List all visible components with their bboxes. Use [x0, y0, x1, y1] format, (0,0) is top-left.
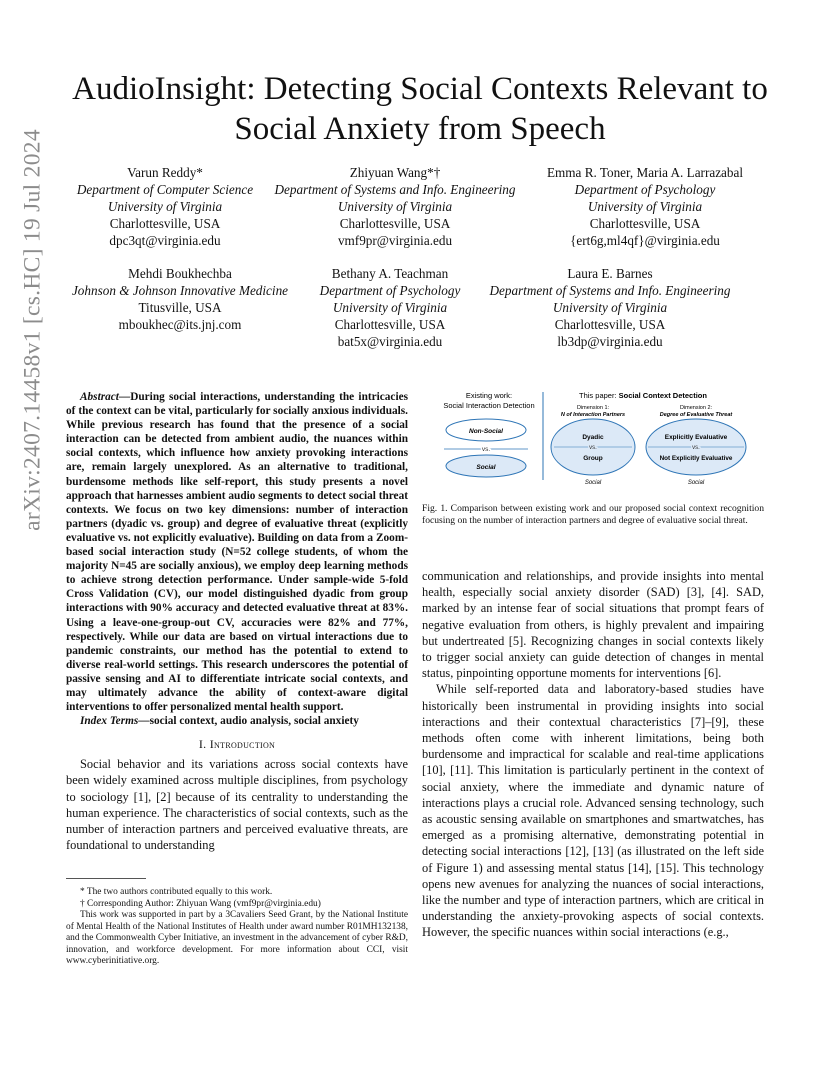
- author-block: [480, 265, 740, 350]
- author-univ: University of Virginia: [587, 199, 703, 214]
- abstract: [66, 390, 408, 714]
- author-loc: Charlottesville, USA: [109, 216, 221, 231]
- author-name: Mehdi Boukhechba: [128, 266, 232, 281]
- author-dept: Department of Computer Science: [76, 182, 254, 197]
- author-name: Bethany A. Teachman: [331, 266, 449, 281]
- fig-dim2-title: Dimension 2:: [679, 405, 713, 411]
- body-paragraph: While self-reported data and laboratory-based studies have historically been instrumental in providing insights into social interactions and their contextual characteristics [7]–[9], these methods often come with inherent limitations, being both burdensome and impractical for scalable and real-time applications [10], [11]. This limitation is particularly pertinent in the context of social anxiety, where the immediate and dynamic nature of interactions plays a crucial role. Advanced sensing technology, such as acoustic sensing available on smartphones and smartwatches, has emerged as a promising alternative, demonstrating potential in detecting social interactions [12], [13] (as illustrated on the left side of Figure 1) and assessing mental status [14], [15]. This technology opens new avenues for analyzing the nuances of social interactions, like the number and type of interaction partners, which are critical in understanding the anxiety-provoking aspects of social contexts. However, the specific nuances within social interactions (e.g.,: [422, 682, 764, 940]
- intro-paragraph: Social behavior and its variations across social contexts have been widely examined across multiple disciplines, from psychology to sociology [1], [2] because of its centrality to understanding the human experience. The characteristics of social contexts, such as the number of interaction partners and perceived evaluative threats, are foundational to understanding: [66, 757, 408, 853]
- fig-dim1-foot: Social: [584, 480, 602, 486]
- author-name: Emma R. Toner, Maria A. Larrazabal: [546, 165, 744, 180]
- fig-dim1-top: Dyadic: [582, 434, 604, 441]
- fig-dim2-foot: Social: [687, 480, 705, 486]
- figure-caption: Fig. 1. Comparison between existing work and our proposed social context recognition focusing on the number of interaction partners and degree of evaluative social threat.: [422, 503, 764, 526]
- footnote: * The two authors contributed equally to this work.: [80, 887, 273, 897]
- fig-left-bottom: Social: [476, 464, 496, 471]
- author-dept: Department of Psychology: [574, 182, 716, 197]
- fig-dim2-top: Explicitly Evaluative: [664, 434, 728, 441]
- abstract-label: Abstract: [80, 391, 119, 403]
- author-univ: Titusville, USA: [138, 300, 222, 315]
- author-univ: University of Virginia: [107, 199, 223, 214]
- fig-dim2-bottom: Not Explicitly Evaluative: [659, 455, 733, 462]
- index-terms: [66, 714, 408, 728]
- author-loc: Charlottesville, USA: [554, 317, 666, 332]
- fig-dim2-sub: Degree of Evaluative Threat: [659, 412, 733, 418]
- section-heading: I. Introduction: [198, 737, 276, 752]
- author-email: lb3dp@virginia.edu: [557, 334, 663, 349]
- footnote: This work was supported in part by a 3Cavaliers Seed Grant, by the National Institute of Mental Health of the National Institutes of Health under award number R01MH132138, and the Commonwealth Cyber Initiative, an investment in the advancement of cyber R&D, innovation, and workforce development. For more information about CCI, visit www.cyberinitiative.org.: [66, 910, 408, 966]
- fig-left-header-1: Existing work:: [465, 391, 513, 400]
- author-loc: mboukhec@its.jnj.com: [118, 317, 242, 332]
- author-dept: Department of Systems and Info. Engineering: [489, 283, 731, 298]
- fig-left-top: Non-Social: [469, 428, 503, 435]
- author-block: [65, 164, 265, 249]
- author-dept: Department of Systems and Info. Engineering: [274, 182, 516, 197]
- right-column: [422, 568, 764, 941]
- fig-dim1-vs: vs.: [589, 445, 597, 451]
- footnotes: [66, 887, 408, 968]
- author-email: dpc3qt@virginia.edu: [109, 233, 221, 248]
- fig-dim1-bottom: Group: [583, 455, 603, 462]
- fig-left-vs: vs.: [481, 446, 491, 453]
- author-block: [525, 164, 765, 249]
- author-email: {ert6g,ml4qf}@virginia.edu: [570, 233, 720, 248]
- fig-dim1-title: Dimension 1:: [576, 405, 610, 411]
- paper-title: AudioInsight: Detecting Social Contexts Relevant to Social Anxiety from Speech: [72, 71, 768, 147]
- fig-dim1-sub: N of Interaction Partners: [560, 412, 626, 418]
- author-dept: Johnson & Johnson Innovative Medicine: [71, 283, 289, 298]
- author-block: [300, 265, 480, 350]
- fig-right-header: This paper: Social Context Detection: [579, 391, 707, 400]
- figure-1: [436, 388, 766, 490]
- footnote-rule: [66, 878, 146, 879]
- fig-dim2-vs: vs.: [692, 445, 700, 451]
- body-paragraph: communication and relationships, and provide insights into mental health, especially social anxiety disorder (SAD) [3], [4]. SAD, marked by an intense fear of social situations that prompt fears of negative evaluation from others, is highly prevalent and impairing but undertreated [5]. Recognizing changes in social contexts likely to trigger social anxiety can guide detection of changes in mental status, pinpointing opportune moments for interventions [6].: [422, 569, 764, 681]
- author-name: Laura E. Barnes: [567, 266, 653, 281]
- author-loc: Charlottesville, USA: [334, 317, 446, 332]
- author-name: Varun Reddy*: [127, 165, 203, 180]
- fig-left-header-2: Social Interaction Detection: [443, 401, 535, 410]
- author-univ: University of Virginia: [337, 199, 453, 214]
- author-univ: University of Virginia: [552, 300, 668, 315]
- author-loc: Charlottesville, USA: [339, 216, 451, 231]
- author-email: bat5x@virginia.edu: [337, 334, 443, 349]
- abstract-text: —During social interactions, understanding the intricacies of the context can be vital, particularly for socially anxious individuals. While previous research has found that the presence of a social interaction can be detected from ambient audio, the nuances within social contexts, which influence how anxiety provoking interactions are, remain largely unexplored. As an alternative to traditional, burdensome methods like self-report, this study presents a novel approach that harnesses ambient audio segments to detect social threat contexts. We focus on two key dimensions: number of interaction partners (dyadic vs. group) and degree of evaluative threat (explicitly evaluative vs. not explicitly evaluative). Building on data from a Zoom-based social interaction study (N=52 college students, of whom the majority N=45 are socially anxious), we employ deep learning methods to achieve strong detection performance. Under sample-wide 5-fold Cross Validation (CV), our model distinguished dyadic from group interactions with 90% accuracy and detected evaluative threat at 83%. Using a leave-one-group-out CV, accuracies were 82% and 77%, respectively. While our data are based on virtual interactions due to pandemic constraints, our method has the potential to extend to diverse real-world settings. This research underscores the potential of passive sensing and AI to differentiate intricate social contexts, and may ultimately advance the ability of context-aware digital interventions to offer personalized mental health support.: [66, 391, 408, 714]
- author-block: [265, 164, 525, 249]
- arxiv-watermark: arXiv:2407.14458v1 [cs.HC] 19 Jul 2024: [19, 129, 46, 531]
- author-dept: Department of Psychology: [319, 283, 461, 298]
- author-block: [60, 265, 300, 333]
- author-univ: University of Virginia: [332, 300, 448, 315]
- left-column: [66, 390, 408, 853]
- footnote: † Corresponding Author: Zhiyuan Wang (vmf9pr@virginia.edu): [80, 898, 321, 909]
- author-loc: Charlottesville, USA: [589, 216, 701, 231]
- index-text: —social context, audio analysis, social anxiety: [138, 715, 359, 728]
- author-name: Zhiyuan Wang*†: [349, 165, 441, 180]
- author-email: vmf9pr@virginia.edu: [337, 233, 453, 248]
- index-label: Index Terms: [80, 715, 139, 728]
